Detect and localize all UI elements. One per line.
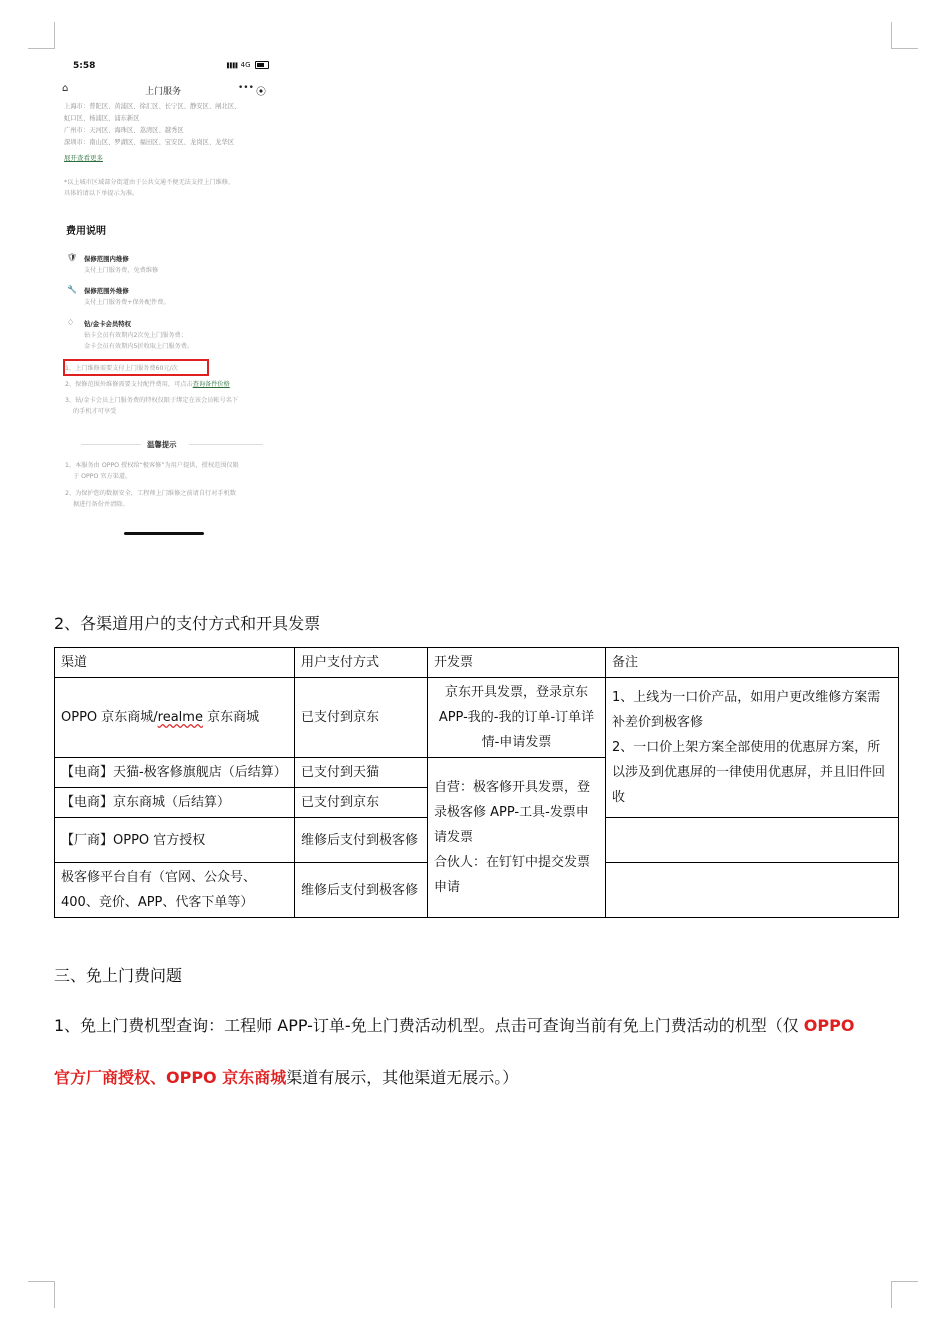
free-visit-paragraph-continued	[54, 1065, 899, 1088]
area-note-line: *以上城市区域部分街道由于公共交通不便无法支持上门维修，	[64, 179, 235, 186]
remark-line: 1、上线为一口价产品，如用户更改维修方案需补差价到极客修	[612, 690, 881, 730]
paragraph-text: 1、免上门费机型查询：工程师 APP-订单-免上门费活动机型。点击可查询当前有免上门费活动的机型（仅	[54, 1016, 804, 1035]
paragraph-text: 渠道有展示，其他渠道无展示。）	[286, 1068, 519, 1087]
channel-cell: 极客修平台自有（官网、公众号、400、竞价、APP、代客下单等）	[55, 863, 295, 918]
crop-mark-top-right	[891, 22, 918, 49]
fee-item-title: 保修范围外维修	[84, 287, 129, 295]
fee-item-title: 保修范围内维修	[84, 255, 129, 263]
payment-cell: 已支付到天猫	[295, 758, 428, 788]
status-time: 5:58	[73, 61, 96, 71]
channel-cell	[55, 678, 295, 758]
payment-cell: 维修后支付到极客修	[295, 818, 428, 863]
free-visit-paragraph	[54, 1013, 899, 1036]
tips-title: 温馨提示	[147, 440, 177, 449]
invoice-line: 自营：极客修开具发票，登录极客修 APP-工具-发票申请发票	[434, 780, 591, 845]
section2-heading: 2、各渠道用户的支付方式和开具发票	[54, 614, 321, 633]
paragraph-highlight: OPPO	[803, 1016, 855, 1035]
fee-item-desc: 支付上门服务费+保外配件费。	[84, 299, 170, 306]
home-indicator	[124, 532, 204, 535]
fee-item-desc: 钻卡会员有效期内2次免上门服务费；	[84, 332, 187, 339]
crop-mark-bottom-right	[891, 1281, 918, 1308]
channel-cell: 【厂商】OPPO 官方授权	[55, 818, 295, 863]
home-icon[interactable]: ⌂	[62, 83, 69, 94]
signal-icon: ▌▌▌▌	[227, 63, 239, 69]
header-remark: 备注	[606, 648, 899, 678]
channel-cell: 【电商】京东商城（后结算）	[55, 788, 295, 818]
remark-cell-empty	[606, 818, 899, 863]
header-payment: 用户支付方式	[295, 648, 428, 678]
fee-item-desc: 支付上门服务费，免费维修	[84, 267, 159, 274]
tip-line: 1、本服务由 OPPO 授权给“极客修”为用户提供，授权范围仅限	[65, 462, 239, 469]
tip-line: 于 OPPO 官方渠道。	[73, 473, 132, 480]
header-channel: 渠道	[55, 648, 295, 678]
invoice-cell-shared	[428, 758, 606, 918]
remark-cell-empty	[606, 863, 899, 918]
payment-cell: 已支付到京东	[295, 678, 428, 758]
battery-icon	[255, 61, 269, 69]
fee-note-3: 的手机才可享受	[73, 408, 117, 415]
district-line: 深圳市：南山区、罗湖区、福田区、宝安区、龙岗区、龙华区	[64, 139, 235, 146]
remark-line: 2、一口价上架方案全部使用的优惠屏方案，所以涉及到优惠屏的一律使用优惠屏，并且旧件回收	[612, 740, 886, 805]
shield-icon: 🛡	[67, 253, 78, 262]
wrench-icon: 🔧	[67, 285, 77, 294]
fee-note-2	[65, 379, 230, 390]
fee-note-1: 1、上门维修需要支付上门服务费60元/次	[65, 365, 178, 372]
network-label: 4G	[240, 61, 251, 69]
phone-screenshot	[55, 55, 273, 545]
divider	[81, 444, 141, 445]
table-row	[55, 678, 899, 758]
tip-line: 据进行备份并清除。	[73, 501, 129, 508]
section3-heading: 三、免上门费问题	[54, 966, 183, 985]
area-note-line: 具体的请以下单提示为准。	[64, 190, 139, 197]
channel-cell: 【电商】天猫-极客修旗舰店（后结算）	[55, 758, 295, 788]
diamond-icon: ♢	[67, 318, 75, 327]
paragraph-highlight: 官方厂商授权、OPPO 京东商城	[54, 1068, 287, 1087]
expand-more-link[interactable]: 展开查看更多	[64, 154, 103, 162]
invoice-cell: 京东开具发票，登录京东 APP-我的-我的订单-订单详情-申请发票	[428, 678, 606, 758]
payment-cell: 已支付到京东	[295, 788, 428, 818]
more-dots-icon[interactable]: •••	[238, 83, 254, 93]
channel-text: OPPO 京东商城/	[61, 710, 158, 725]
fee-section-title: 费用说明	[66, 226, 106, 237]
close-target-icon[interactable]: ⦿	[256, 87, 266, 98]
nav-title: 上门服务	[145, 87, 182, 97]
channel-table	[54, 647, 899, 918]
tip-line: 2、为保护您的数据安全，工程师上门维修之前请自行对手机数	[65, 490, 236, 497]
fee-note-2-text: 2、保修范围外维修需要支付配件费用，可点击	[65, 381, 193, 388]
district-line: 虹口区、杨浦区、浦东新区	[64, 115, 140, 122]
invoice-line: 合伙人：在钉钉中提交发票申请	[434, 855, 591, 895]
crop-mark-bottom-left	[28, 1281, 55, 1308]
table-header-row	[55, 648, 899, 678]
district-line: 上海市：普陀区、黄浦区、徐汇区、长宁区、静安区、闸北区、	[64, 103, 241, 110]
header-invoice: 开发票	[428, 648, 606, 678]
district-line: 广州市：天河区、海珠区、荔湾区、越秀区	[64, 127, 184, 134]
crop-mark-top-left	[28, 22, 55, 49]
remark-cell	[606, 678, 899, 818]
fee-item-title: 钻/金卡会员特权	[84, 320, 132, 328]
spare-price-link[interactable]: 查询备件价格	[192, 381, 230, 388]
divider	[189, 444, 263, 445]
channel-text: 京东商城	[202, 710, 260, 725]
payment-cell: 维修后支付到极客修	[295, 863, 428, 918]
channel-text: realme	[157, 710, 203, 725]
status-bar-right	[227, 61, 269, 69]
fee-note-3: 3、钻/金卡会员上门服务费的特权仅限于绑定在该会员帐号名下	[65, 397, 239, 404]
fee-item-desc: 金卡会员有效期内5折收取上门服务费。	[84, 343, 194, 350]
